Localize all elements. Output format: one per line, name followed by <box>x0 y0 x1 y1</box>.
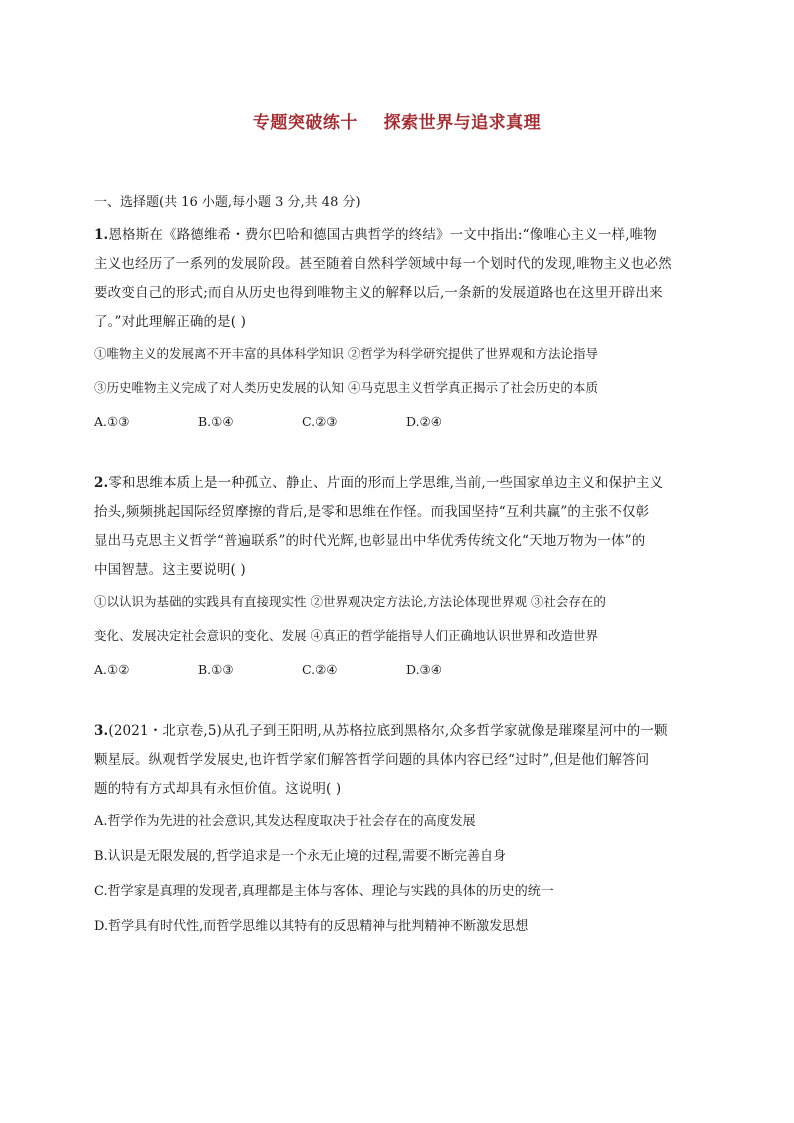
section-heading: 一、选择题(共 16 小题,每小题 3 分,共 48 分) <box>94 195 361 210</box>
question-2-line-3: 显出马克思主义哲学“普遍联系”的时代光辉,也彰显出中华优秀传统文化“天地万物为一体”的 <box>94 533 646 549</box>
question-3-choice-c: C.哲学家是真理的发现者,真理都是主体与客体、理论与实践的具体的历史的统一 <box>94 884 554 899</box>
question-1-line-1: 1.恩格斯在《路德维希・费尔巴哈和德国古典哲学的终结》一文中指出:“像唯心主义一样,唯物 <box>94 227 657 243</box>
question-2-line-4: 中国智慧。这主要说明( ) <box>94 562 246 578</box>
question-1-line-2: 主义也经历了一系列的发展阶段。甚至随着自然科学领域中每一个划时代的发现,唯物主义也必然 <box>94 256 672 272</box>
choice-b: B.①④ <box>198 414 234 429</box>
question-1-line-4: 了。”对此理解正确的是( ) <box>94 314 247 330</box>
question-3-number: 3. <box>94 723 109 739</box>
question-2-number: 2. <box>94 475 109 491</box>
choice-a: A.①② <box>94 662 130 677</box>
choice-b: B.①③ <box>198 662 234 677</box>
question-2-choices <box>94 653 694 687</box>
question-1-number: 1. <box>94 227 109 243</box>
question-3-line-2: 颗星辰。纵观哲学发展史,也许哲学家们解答哲学问题的具体内容已经“过时”,但是他们解答问 <box>94 752 650 768</box>
question-2-statements-1: ①以认识为基础的实践具有直接现实性 ②世界观决定方法论,方法论体现世界观 ③社会存在的 <box>94 594 606 609</box>
choice-d: D.③④ <box>406 662 442 677</box>
choice-a: A.①③ <box>94 414 130 429</box>
question-1-line-3: 要改变自己的形式;而自从历史也得到唯物主义的解释以后,一条新的发展道路也在这里开辟出来 <box>94 285 663 301</box>
question-2 <box>94 469 694 687</box>
question-1-choices <box>94 405 694 439</box>
question-1 <box>94 221 694 439</box>
question-2-line-1: 2.零和思维本质上是一种孤立、静止、片面的形而上学思维,当前,一些国家单边主义和保护主义 <box>94 475 664 491</box>
question-1-statements-2: ③历史唯物主义完成了对人类历史发展的认知 ④马克思主义哲学真正揭示了社会历史的本质 <box>94 380 598 395</box>
question-3-line-1: 3.(2021・北京卷,5)从孔子到王阳明,从苏格拉底到黑格尔,众多哲学家就像是璀璨星河中的一颗 <box>94 723 668 739</box>
choice-d: D.②④ <box>406 414 442 429</box>
question-2-statements-2: 变化、发展决定社会意识的变化、发展 ④真正的哲学能指导人们正确地认识世界和改造世界 <box>94 628 598 643</box>
question-3-choice-a: A.哲学作为先进的社会意识,其发达程度取决于社会存在的高度发展 <box>94 814 476 829</box>
choice-c: C.②③ <box>302 414 338 429</box>
question-3-choice-d: D.哲学具有时代性,而哲学思维以其特有的反思精神与批判精神不断激发思想 <box>94 919 529 934</box>
question-1-statements-1: ①唯物主义的发展离不开丰富的具体科学知识 ②哲学为科学研究提供了世界观和方法论指导 <box>94 346 598 361</box>
question-3-line-3: 题的特有方式却具有永恒价值。这说明( ) <box>94 781 342 797</box>
question-2-line-2: 抬头,频频挑起国际经贸摩擦的背后,是零和思维在作怪。而我国坚持“互利共赢”的主张不仅彰 <box>94 504 650 520</box>
question-3 <box>94 717 694 944</box>
question-3-choice-b: B.认识是无限发展的,哲学追求是一个永无止境的过程,需要不断完善自身 <box>94 849 506 864</box>
choice-c: C.②④ <box>302 662 338 677</box>
page-title: 专题突破练十 探索世界与追求真理 <box>252 113 542 133</box>
